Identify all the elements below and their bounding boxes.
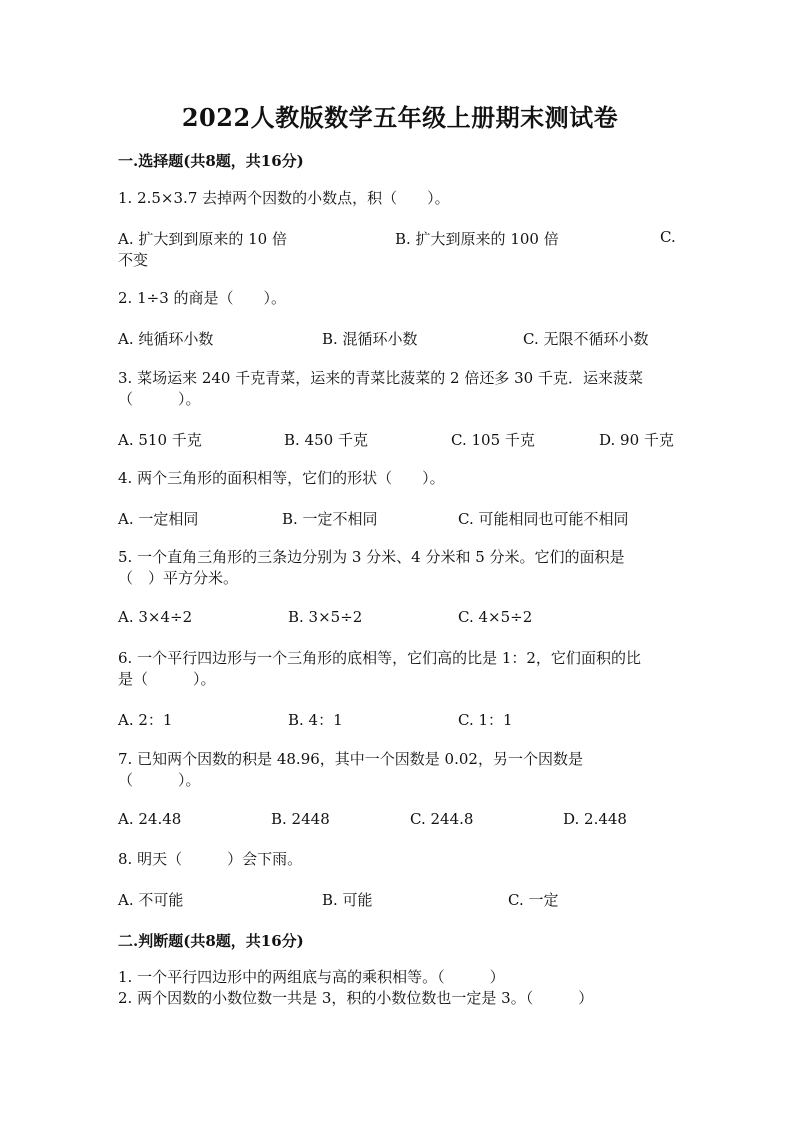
question-1-option-c-continued: 不变	[118, 251, 149, 269]
question-5-stem-line2: （ ）平方分米。	[118, 569, 239, 587]
section-heading-judgement: 二.判断题(共8题，共16分)	[118, 932, 304, 950]
question-4-option-b: B. 一定不相同	[282, 510, 378, 528]
question-2-option-c: C. 无限不循环小数	[523, 330, 649, 348]
question-3-stem: 3. 菜场运来 240 千克青菜，运来的青菜比菠菜的 2 倍还多 30 千克．运来菠菜	[118, 369, 643, 387]
question-3-option-b: B. 450 千克	[284, 431, 368, 449]
question-3-option-c: C. 105 千克	[451, 431, 535, 449]
question-7-stem: 7. 已知两个因数的积是 48.96，其中一个因数是 0.02，另一个因数是	[118, 750, 583, 768]
question-3-option-d: D. 90 千克	[599, 431, 674, 449]
question-7-stem-line2: （ ）。	[118, 771, 201, 789]
question-1-option-c: C.	[660, 228, 676, 246]
section-heading-choice: 一.选择题(共8题，共16分)	[118, 152, 304, 170]
question-5-option-a: A. 3×4÷2	[118, 608, 193, 626]
page-title: 2022人教版数学五年级上册期末测试卷	[181, 103, 619, 132]
question-1-stem: 1. 2.5×3.7 去掉两个因数的小数点，积（ ）。	[118, 189, 450, 207]
question-5-option-b: B. 3×5÷2	[288, 608, 363, 626]
question-6-option-c: C. 1：1	[458, 711, 513, 729]
question-7-option-a: A. 24.48	[118, 810, 182, 828]
question-1-option-b: B. 扩大到原来的 100 倍	[395, 230, 559, 248]
question-2-option-b: B. 混循环小数	[322, 330, 418, 348]
question-7-option-c: C. 244.8	[410, 810, 474, 828]
question-4-stem: 4. 两个三角形的面积相等，它们的形状（ ）。	[118, 469, 445, 487]
question-8-option-a: A. 不可能	[118, 891, 184, 909]
question-6-option-b: B. 4：1	[288, 711, 343, 729]
question-2-option-a: A. 纯循环小数	[118, 330, 214, 348]
question-8-option-c: C. 一定	[508, 891, 559, 909]
judgement-1: 1. 一个平行四边形中的两组底与高的乘积相等。（ ）	[118, 968, 505, 986]
question-6-stem: 6. 一个平行四边形与一个三角形的底相等，它们高的比是 1：2，它们面积的比	[118, 649, 641, 667]
question-3-stem-line2: （ ）。	[118, 390, 201, 408]
question-6-stem-line2: 是（ ）。	[118, 670, 216, 688]
question-4-option-c: C. 可能相同也可能不相同	[458, 510, 629, 528]
question-2-stem: 2. 1÷3 的商是（ ）。	[118, 289, 287, 307]
question-3-option-a: A. 510 千克	[118, 431, 202, 449]
question-1-option-a: A. 扩大到到原来的 10 倍	[118, 230, 287, 248]
question-5-stem: 5. 一个直角三角形的三条边分别为 3 分米、4 分米和 5 分米。它们的面积是	[118, 548, 625, 566]
judgement-2: 2. 两个因数的小数位数一共是 3，积的小数位数也一定是 3。（ ）	[118, 989, 594, 1007]
question-6-option-a: A. 2：1	[118, 711, 173, 729]
question-5-option-c: C. 4×5÷2	[458, 608, 533, 626]
question-4-option-a: A. 一定相同	[118, 510, 199, 528]
question-7-option-b: B. 2448	[271, 810, 330, 828]
question-7-option-d: D. 2.448	[563, 810, 627, 828]
question-8-stem: 8. 明天（ ）会下雨。	[118, 850, 303, 868]
question-8-option-b: B. 可能	[322, 891, 373, 909]
